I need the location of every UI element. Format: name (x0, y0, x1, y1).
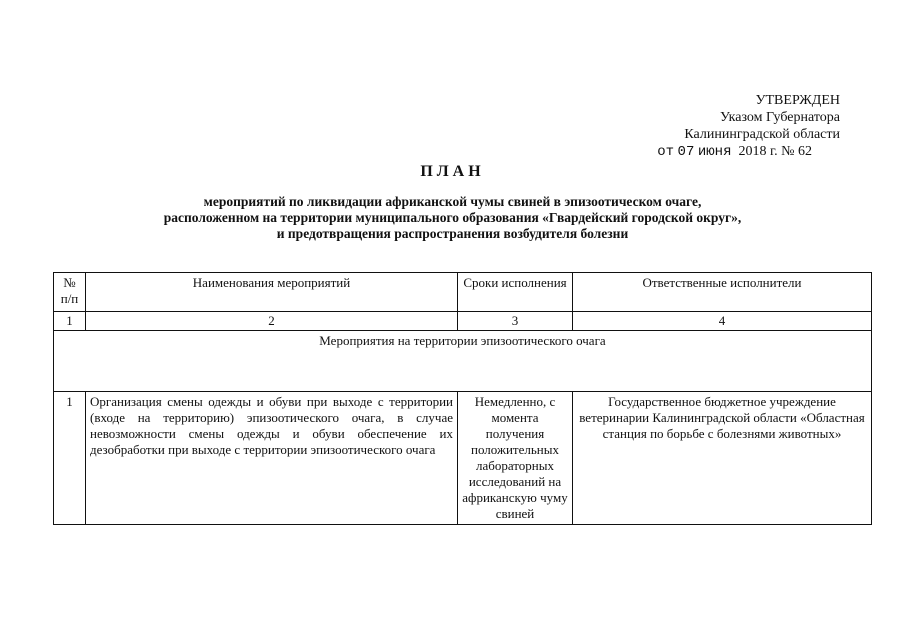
approval-authority: Указом Губернатора (719, 110, 840, 125)
column-index: 1 (54, 312, 86, 331)
section-row (54, 331, 872, 392)
table-header-row (54, 273, 872, 312)
row-num: 1 (54, 392, 86, 525)
table-row (54, 392, 872, 525)
header-term: Сроки исполнения (458, 273, 573, 312)
approval-date-day: 07 (677, 144, 695, 160)
row-term: Немедленно, с момента получения положительных лабораторных исследований на африканскую чуму свиней (458, 392, 573, 525)
approval-status: УТВЕРЖДЕН (755, 93, 840, 108)
subtitle-line-3: и предотвращения распространения возбудителя болезни (276, 226, 629, 241)
approval-date-month: июня (697, 144, 732, 160)
approval-date-line (600, 143, 812, 161)
document-subtitle (0, 194, 905, 242)
subtitle-line-1: мероприятий по ликвидации африканской чумы свиней в эпизоотическом очаге, (203, 194, 702, 209)
section-title: Мероприятия на территории эпизоотического очага (54, 331, 872, 392)
column-index: 4 (573, 312, 872, 331)
header-name: Наименования мероприятий (86, 273, 458, 312)
header-num: № п/п (54, 273, 86, 312)
document-title: ПЛАН (420, 163, 485, 180)
row-measure: Организация смены одежды и обуви при выходе с территории (входе на территорию) эпизоотического очага, в случае невозможности смены одежды и обуви обеспечение их дезобработки при выходе с территории эпизоотического очага (86, 392, 458, 525)
column-index-row (54, 312, 872, 331)
subtitle-line-2: расположенном на территории муниципального образования «Гвардейский городской округ», (163, 210, 742, 225)
column-index: 2 (86, 312, 458, 331)
approval-block (600, 92, 840, 161)
column-index: 3 (458, 312, 573, 331)
approval-date-prefix: от (657, 144, 675, 160)
measures-table (53, 272, 872, 525)
approval-date-year: 2018 г. (738, 144, 778, 159)
approval-number: № 62 (781, 144, 812, 159)
approval-region: Калининградской области (684, 127, 840, 142)
row-responsible: Государственное бюджетное учреждение ветеринарии Калининградской области «Областная станция по борьбе с болезнями животных» (573, 392, 872, 525)
header-responsible: Ответственные исполнители (573, 273, 872, 312)
